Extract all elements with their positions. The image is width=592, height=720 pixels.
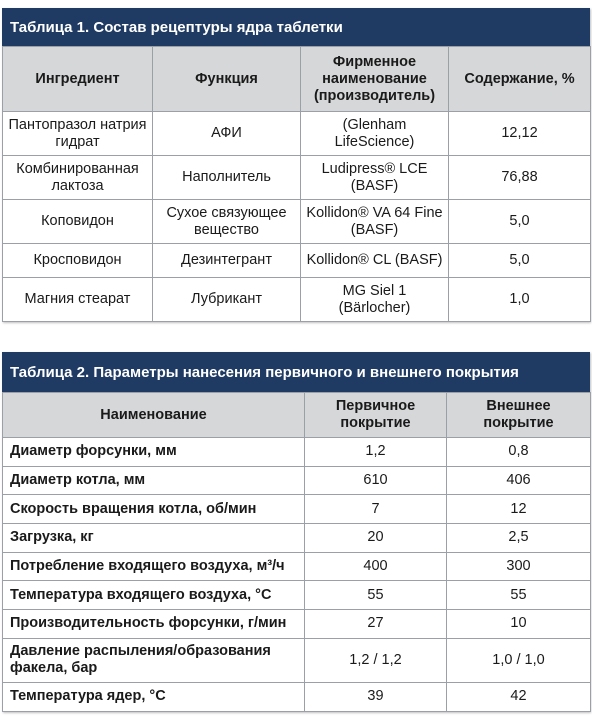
table-row bbox=[3, 438, 591, 467]
table-row bbox=[3, 156, 591, 200]
primary-coating-cell: 39 bbox=[305, 682, 447, 711]
content-cell: 5,0 bbox=[449, 244, 591, 278]
function-cell: АФИ bbox=[153, 112, 301, 156]
table-row bbox=[3, 610, 591, 639]
outer-coating-cell: 300 bbox=[447, 552, 591, 581]
primary-coating-cell: 27 bbox=[305, 610, 447, 639]
primary-coating-cell: 1,2 / 1,2 bbox=[305, 638, 447, 682]
formulation-grid bbox=[2, 46, 591, 322]
outer-coating-cell: 55 bbox=[447, 581, 591, 610]
ingredient-cell: Магния стеарат bbox=[3, 278, 153, 322]
table-caption: Таблица 2. Параметры нанесения первичного и внешнего покрытия bbox=[2, 352, 590, 392]
primary-coating-cell: 1,2 bbox=[305, 438, 447, 467]
parameter-name-cell: Загрузка, кг bbox=[3, 524, 305, 553]
outer-coating-cell: 12 bbox=[447, 495, 591, 524]
parameter-name-cell: Скорость вращения котла, об/мин bbox=[3, 495, 305, 524]
table-row bbox=[3, 112, 591, 156]
table-row bbox=[3, 682, 591, 711]
parameter-name-cell: Диаметр котла, мм bbox=[3, 466, 305, 495]
brand-cell: (Glenham LifeScience) bbox=[301, 112, 449, 156]
coating-parameters-grid bbox=[2, 392, 591, 712]
header-row bbox=[3, 393, 591, 438]
table-row bbox=[3, 524, 591, 553]
ingredient-cell: Коповидон bbox=[3, 200, 153, 244]
formulation-table bbox=[2, 8, 590, 322]
table-row bbox=[3, 244, 591, 278]
column-header: Функция bbox=[153, 47, 301, 112]
function-cell: Лубрикант bbox=[153, 278, 301, 322]
content-cell: 5,0 bbox=[449, 200, 591, 244]
primary-coating-cell: 610 bbox=[305, 466, 447, 495]
primary-coating-cell: 20 bbox=[305, 524, 447, 553]
column-header: Внешнее покрытие bbox=[447, 393, 591, 438]
ingredient-cell: Пантопразол натрия гидрат bbox=[3, 112, 153, 156]
header-row bbox=[3, 47, 591, 112]
brand-cell: MG Siel 1 (Bärlocher) bbox=[301, 278, 449, 322]
table-row bbox=[3, 278, 591, 322]
outer-coating-cell: 2,5 bbox=[447, 524, 591, 553]
table-row bbox=[3, 552, 591, 581]
ingredient-cell: Кросповидон bbox=[3, 244, 153, 278]
table-row bbox=[3, 581, 591, 610]
outer-coating-cell: 42 bbox=[447, 682, 591, 711]
table-row bbox=[3, 638, 591, 682]
primary-coating-cell: 7 bbox=[305, 495, 447, 524]
outer-coating-cell: 406 bbox=[447, 466, 591, 495]
column-header: Ингредиент bbox=[3, 47, 153, 112]
table-row bbox=[3, 200, 591, 244]
primary-coating-cell: 400 bbox=[305, 552, 447, 581]
brand-cell: Kollidon® VA 64 Fine (BASF) bbox=[301, 200, 449, 244]
column-header: Наименование bbox=[3, 393, 305, 438]
parameter-name-cell: Температура ядер, °С bbox=[3, 682, 305, 711]
parameter-name-cell: Температура входящего воздуха, °С bbox=[3, 581, 305, 610]
content-cell: 1,0 bbox=[449, 278, 591, 322]
content-cell: 12,12 bbox=[449, 112, 591, 156]
ingredient-cell: Комбинированная лактоза bbox=[3, 156, 153, 200]
primary-coating-cell: 55 bbox=[305, 581, 447, 610]
content-cell: 76,88 bbox=[449, 156, 591, 200]
column-header: Первичное покрытие bbox=[305, 393, 447, 438]
outer-coating-cell: 0,8 bbox=[447, 438, 591, 467]
outer-coating-cell: 10 bbox=[447, 610, 591, 639]
coating-parameters-table bbox=[2, 352, 590, 712]
table-row bbox=[3, 495, 591, 524]
parameter-name-cell: Производительность форсунки, г/мин bbox=[3, 610, 305, 639]
column-header: Содержание, % bbox=[449, 47, 591, 112]
column-header: Фирменное наименование (производитель) bbox=[301, 47, 449, 112]
table-row bbox=[3, 466, 591, 495]
parameter-name-cell: Диаметр форсунки, мм bbox=[3, 438, 305, 467]
brand-cell: Kollidon® CL (BASF) bbox=[301, 244, 449, 278]
outer-coating-cell: 1,0 / 1,0 bbox=[447, 638, 591, 682]
parameter-name-cell: Потребление входящего воздуха, м³/ч bbox=[3, 552, 305, 581]
parameter-name-cell: Давление распыления/образования факела, бар bbox=[3, 638, 305, 682]
function-cell: Дезинтегрант bbox=[153, 244, 301, 278]
brand-cell: Ludipress® LCE (BASF) bbox=[301, 156, 449, 200]
function-cell: Сухое связующее вещество bbox=[153, 200, 301, 244]
table-caption: Таблица 1. Состав рецептуры ядра таблетки bbox=[2, 8, 590, 46]
function-cell: Наполнитель bbox=[153, 156, 301, 200]
